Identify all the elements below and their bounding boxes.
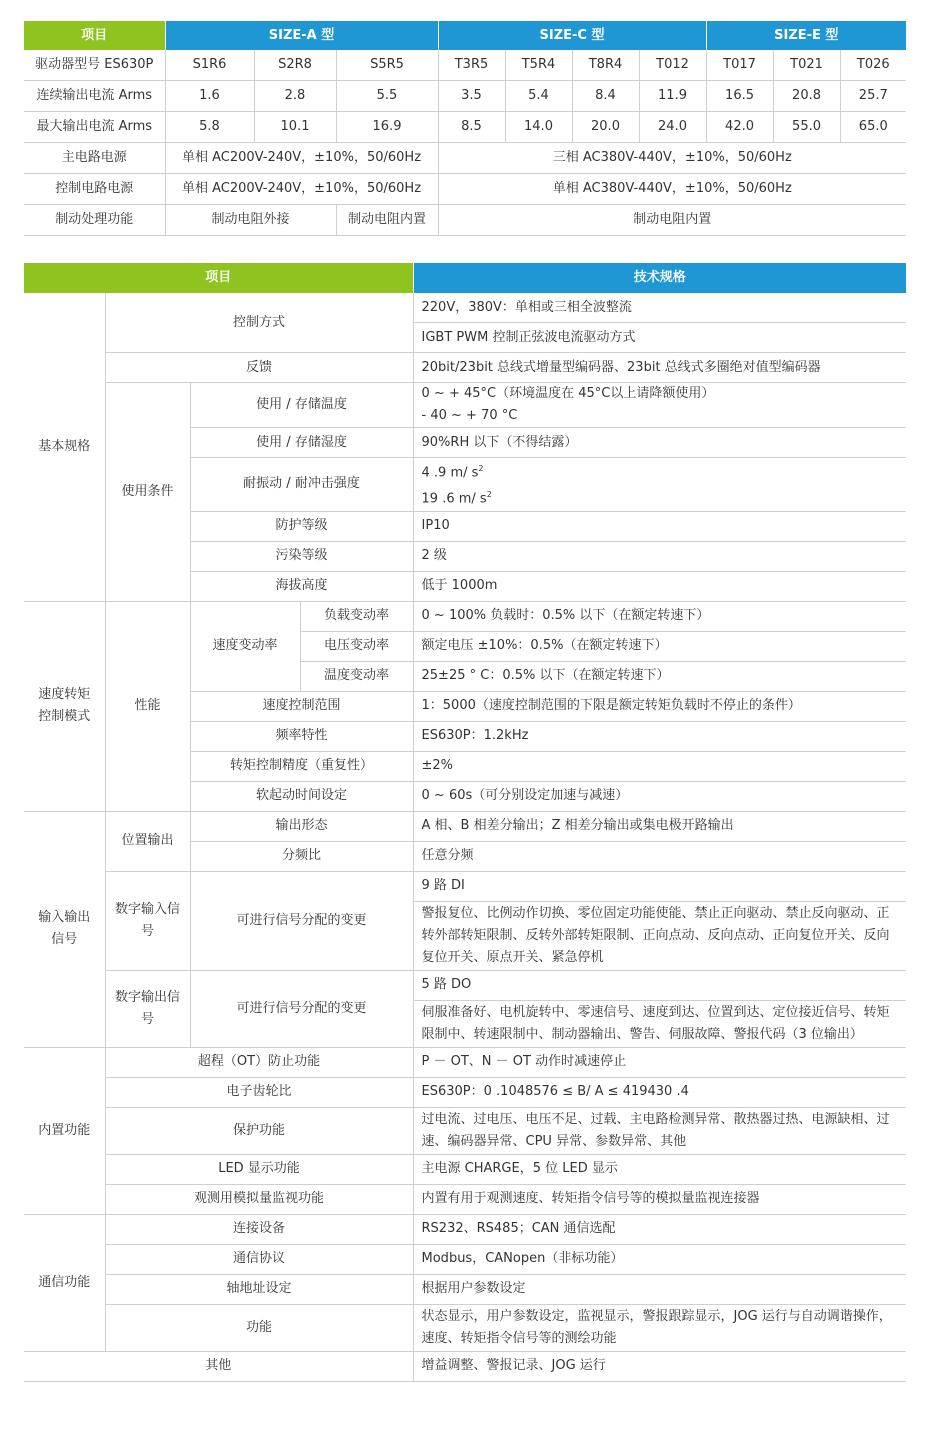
- cell: ES630P：1.2kHz: [413, 721, 906, 751]
- row-label: 超程（OT）防止功能: [105, 1047, 413, 1077]
- cell: 单相 AC200V-240V，±10%，50/60Hz: [165, 143, 438, 174]
- category-communication: 通信功能: [24, 1214, 105, 1351]
- cell: 11.9: [639, 81, 706, 112]
- row-label: 频率特性: [190, 721, 413, 751]
- row-label: 可进行信号分配的变更: [190, 970, 413, 1047]
- cell: 20bit/23bit 总线式增量型编码器、23bit 总线式多圈绝对值型编码器: [413, 353, 906, 383]
- row-label: 速度控制范围: [190, 691, 413, 721]
- row-label: 控制方式: [105, 293, 413, 353]
- header-size-c: SIZE-C 型: [438, 21, 706, 50]
- row-label: 污染等级: [190, 541, 413, 571]
- row-label: 防护等级: [190, 511, 413, 541]
- row-label: 功能: [105, 1304, 413, 1351]
- table-row: [24, 601, 906, 631]
- row-label: 耐振动 / 耐冲击强度: [190, 458, 413, 512]
- cell: S2R8: [254, 50, 336, 81]
- cell: 20.0: [572, 112, 639, 143]
- cell: 内置有用于观测速度、转矩指令信号等的模拟量监视连接器: [413, 1184, 906, 1214]
- cell: S5R5: [336, 50, 438, 81]
- row-label: 使用 / 存储湿度: [190, 428, 413, 458]
- table-row: [24, 871, 906, 901]
- table-row: [24, 1304, 906, 1351]
- subcategory-conditions: 使用条件: [105, 383, 190, 602]
- row-label: 可进行信号分配的变更: [190, 871, 413, 970]
- row-label: 分频比: [190, 841, 413, 871]
- cell: T012: [639, 50, 706, 81]
- cell: 3.5: [438, 81, 505, 112]
- row-label: 连续输出电流 Arms: [24, 81, 165, 112]
- table-row: [24, 1214, 906, 1244]
- header-spec: 技术规格: [413, 263, 906, 293]
- category-speed-torque: 速度转矩控制模式: [24, 601, 105, 811]
- row-label: 电子齿轮比: [105, 1077, 413, 1107]
- cell: 制动电阻内置: [336, 205, 438, 236]
- row-label: 连接设备: [105, 1214, 413, 1244]
- cell: 5 路 DO: [413, 970, 906, 1000]
- header-row: [24, 21, 906, 50]
- brake-row: [24, 205, 906, 236]
- header-item: 项目: [24, 263, 413, 293]
- row-label: 保护功能: [105, 1107, 413, 1154]
- cell: Modbus，CANopen（非标功能）: [413, 1244, 906, 1274]
- cell: 8.5: [438, 112, 505, 143]
- table-row: [24, 1351, 906, 1381]
- table-row: [24, 1274, 906, 1304]
- cell: T8R4: [572, 50, 639, 81]
- cell: 增益调整、警报记录、JOG 运行: [413, 1351, 906, 1381]
- cell: 5.8: [165, 112, 254, 143]
- cell: 三相 AC380V-440V，±10%，50/60Hz: [438, 143, 906, 174]
- cell: T026: [840, 50, 906, 81]
- cell: RS232、RS485；CAN 通信选配: [413, 1214, 906, 1244]
- cell: 过电流、过电压、电压不足、过载、主电路检测异常、散热器过热、电源缺相、过速、编码器异常、CPU 异常、参数异常、其他: [413, 1107, 906, 1154]
- subcategory-position-output: 位置输出: [105, 811, 190, 871]
- cell: 65.0: [840, 112, 906, 143]
- shock-value: 19 .6 m/ s: [421, 491, 487, 507]
- category-builtin: 内置功能: [24, 1047, 105, 1214]
- row-label: 反馈: [105, 353, 413, 383]
- row-label: 温度变动率: [300, 661, 413, 691]
- row-label: 转矩控制精度（重复性）: [190, 751, 413, 781]
- cell: ±2%: [413, 751, 906, 781]
- row-label: 使用 / 存储温度: [190, 383, 413, 428]
- subcategory-digital-input: 数字输入信号: [105, 871, 190, 970]
- table-row: [24, 1154, 906, 1184]
- row-label: 制动处理功能: [24, 205, 165, 236]
- cell: 单相 AC200V-240V，±10%，50/60Hz: [165, 174, 438, 205]
- category-basic: 基本规格: [24, 293, 105, 601]
- cell: T017: [706, 50, 773, 81]
- category-io: 输入输出信号: [24, 811, 105, 1047]
- row-label: 主电路电源: [24, 143, 165, 174]
- row-label: 通信协议: [105, 1244, 413, 1274]
- subcategory-digital-output: 数字输出信号: [105, 970, 190, 1047]
- cell: 2.8: [254, 81, 336, 112]
- row-label: 最大输出电流 Arms: [24, 112, 165, 143]
- cell: S1R6: [165, 50, 254, 81]
- table-row: [24, 970, 906, 1000]
- row-label: 电压变动率: [300, 631, 413, 661]
- cell: 9 路 DI: [413, 871, 906, 901]
- max-current-row: [24, 112, 906, 143]
- table-row: [24, 1107, 906, 1154]
- cell: 5.5: [336, 81, 438, 112]
- cell: 额定电压 ±10%：0.5%（在额定转速下）: [413, 631, 906, 661]
- cell: A 相、B 相差分输出；Z 相差分输出或集电极开路输出: [413, 811, 906, 841]
- cell: 8.4: [572, 81, 639, 112]
- cell: 16.9: [336, 112, 438, 143]
- model-row: [24, 50, 906, 81]
- cell: 5.4: [505, 81, 572, 112]
- main-power-row: [24, 143, 906, 174]
- row-label: LED 显示功能: [105, 1154, 413, 1184]
- cell: 伺服准备好、电机旋转中、零速信号、速度到达、位置到达、定位接近信号、转矩限制中、转速限制中、制动器输出、警告、伺服故障、警报代码（3 位输出）: [413, 1000, 906, 1047]
- cell: T021: [773, 50, 840, 81]
- cell: T3R5: [438, 50, 505, 81]
- header-row: [24, 263, 906, 293]
- cell: 根据用户参数设定: [413, 1274, 906, 1304]
- cell: 任意分频: [413, 841, 906, 871]
- cell: 主电源 CHARGE，5 位 LED 显示: [413, 1154, 906, 1184]
- cell: 25.7: [840, 81, 906, 112]
- cell: 0 ~ 60s（可分别设定加速与减速）: [413, 781, 906, 811]
- table-row: [24, 1244, 906, 1274]
- cell: [413, 484, 906, 511]
- table-row: [24, 811, 906, 841]
- cell: IGBT PWM 控制正弦波电流驱动方式: [413, 323, 906, 353]
- cell: 低于 1000m: [413, 571, 906, 601]
- cell: P － OT、N － OT 动作时减速停止: [413, 1047, 906, 1077]
- row-label: 输出形态: [190, 811, 413, 841]
- cell: T5R4: [505, 50, 572, 81]
- cell: 14.0: [505, 112, 572, 143]
- continuous-current-row: [24, 81, 906, 112]
- table-row: [24, 353, 906, 383]
- cell: IP10: [413, 511, 906, 541]
- table-row: [24, 1077, 906, 1107]
- row-label: 其他: [24, 1351, 413, 1381]
- header-size-a: SIZE-A 型: [165, 21, 438, 50]
- cell: 10.1: [254, 112, 336, 143]
- technical-spec-table: [24, 263, 906, 1382]
- control-power-row: [24, 174, 906, 205]
- header-size-e: SIZE-E 型: [706, 21, 906, 50]
- cell: ES630P：0 .1048576 ≤ B/ A ≤ 419430 .4: [413, 1077, 906, 1107]
- cell: 0 ~ 100% 负载时：0.5% 以下（在额定转速下）: [413, 601, 906, 631]
- superscript: 2: [478, 464, 484, 473]
- cell: 20.8: [773, 81, 840, 112]
- row-label: 负载变动率: [300, 601, 413, 631]
- cell: 警报复位、比例动作切换、零位固定功能使能、禁止正向驱动、禁止反向驱动、正转外部转矩限制、反转外部转矩限制、正向点动、反向点动、正向复位开关、反向复位开关、原点开关、紧急停机: [413, 901, 906, 970]
- subcategory-performance: 性能: [105, 601, 190, 811]
- cell: 220V，380V：单相或三相全波整流: [413, 293, 906, 323]
- row-label: 海拔高度: [190, 571, 413, 601]
- cell: 1：5000（速度控制范围的下限是额定转矩负载时不停止的条件）: [413, 691, 906, 721]
- table-row: [24, 1184, 906, 1214]
- table-row: [24, 383, 906, 406]
- row-label: 软起动时间设定: [190, 781, 413, 811]
- superscript: 2: [486, 490, 492, 500]
- row-label: 观测用模拟量监视功能: [105, 1184, 413, 1214]
- cell: 25±25 ° C：0.5% 以下（在额定转速下）: [413, 661, 906, 691]
- cell: 状态显示，用户参数设定，监视显示，警报跟踪显示，JOG 运行与自动调谐操作，速度、转矩指令信号等的测绘功能: [413, 1304, 906, 1351]
- cell: - 40 ~ + 70 °C: [413, 405, 906, 428]
- table-row: [24, 1047, 906, 1077]
- cell: 制动电阻外接: [165, 205, 336, 236]
- cell: 24.0: [639, 112, 706, 143]
- cell: 16.5: [706, 81, 773, 112]
- row-label: 轴地址设定: [105, 1274, 413, 1304]
- header-item: 项目: [24, 21, 165, 50]
- row-label: 驱动器型号 ES630P: [24, 50, 165, 81]
- cell: 单相 AC380V-440V，±10%，50/60Hz: [438, 174, 906, 205]
- cell: 制动电阻内置: [438, 205, 906, 236]
- cell: 2 级: [413, 541, 906, 571]
- cell: 1.6: [165, 81, 254, 112]
- cell: 90%RH 以下（不得结露）: [413, 428, 906, 458]
- table-row: [24, 293, 906, 323]
- model-spec-table: [24, 21, 906, 236]
- vibration-value: 4 .9 m/ s: [421, 465, 479, 481]
- row-label: 速度变动率: [190, 601, 300, 691]
- row-label: 控制电路电源: [24, 174, 165, 205]
- cell: 42.0: [706, 112, 773, 143]
- cell: [413, 458, 906, 485]
- cell: 55.0: [773, 112, 840, 143]
- cell: 0 ~ + 45°C（环境温度在 45°C以上请降额使用）: [421, 386, 715, 401]
